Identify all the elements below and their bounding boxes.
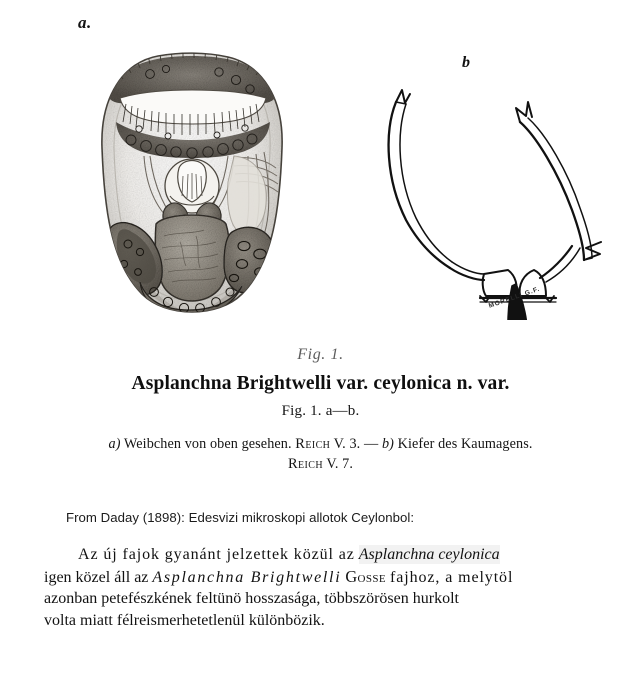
body-line-1 [44,544,600,566]
caption-figure-number: Fig. 1. [297,346,344,363]
caption-title: Asplanchna Brightwelli var. ceylonica n. var. [131,373,510,394]
body-line-2-text-a: igen közel áll az [44,568,149,586]
caption-block [0,340,641,473]
artist-signature: MORELLI G.F. [487,285,541,310]
figure-a-stomach [155,215,229,301]
caption-subtitle: Fig. 1. a—b. [281,403,360,419]
legend-dash: — [363,436,379,452]
body-line-3: azonban petefészkének feltünö hosszasága, többszörösen hurkolt [44,590,459,607]
body-line-2-author: Gosse [345,566,387,586]
figure-a-right-ovary [224,227,275,292]
body-line-2-species: Asplanchna Brightwelli [152,568,342,586]
body-line-1-species: Asplanchna ceylonica [358,546,500,563]
source-attribution: From Daday (1898): Edesvizi mikroskopi allotok Ceylonbol: [66,510,415,525]
figure-b-label: b [462,54,471,71]
legend-magnification-prefix-a: Reich [295,436,331,452]
legend-magnification-a: V. 3. [333,436,361,452]
body-line-4: volta miatt félreismerhetetlenül különbözik. [44,611,325,629]
figure-a-rotifer-illustration [84,36,300,326]
legend-marker-b: b) [381,436,394,452]
body-line-1-text: Az új fajok gyanánt jelzettek közül az [78,546,355,563]
figure-a-corona [98,45,287,158]
figure-b-left-ramus [389,90,452,268]
figure-a-label: a. [78,13,92,32]
legend-magnification-prefix-b: Reich [287,456,323,472]
figure-plate [0,0,641,340]
figure-b-right-ramus [516,102,601,260]
body-line-2-text-b: fajhoz, a melytöl [390,568,514,586]
body-line-2 [44,566,600,589]
legend-marker-a: a) [108,436,121,452]
figure-b-right-shaft [540,246,580,282]
figure-b-trophi-illustration [380,80,630,320]
caption-legend-line-2 [0,456,641,473]
legend-text-a: Weibchen von oben gesehen. [123,436,292,452]
figure-b-left-shaft [450,262,484,280]
body-text-hungarian [44,544,600,631]
caption-legend-line-1 [0,434,641,455]
legend-text-b: Kiefer des Kaumagens. [397,436,533,452]
legend-magnification-b: V. 7. [326,456,354,472]
